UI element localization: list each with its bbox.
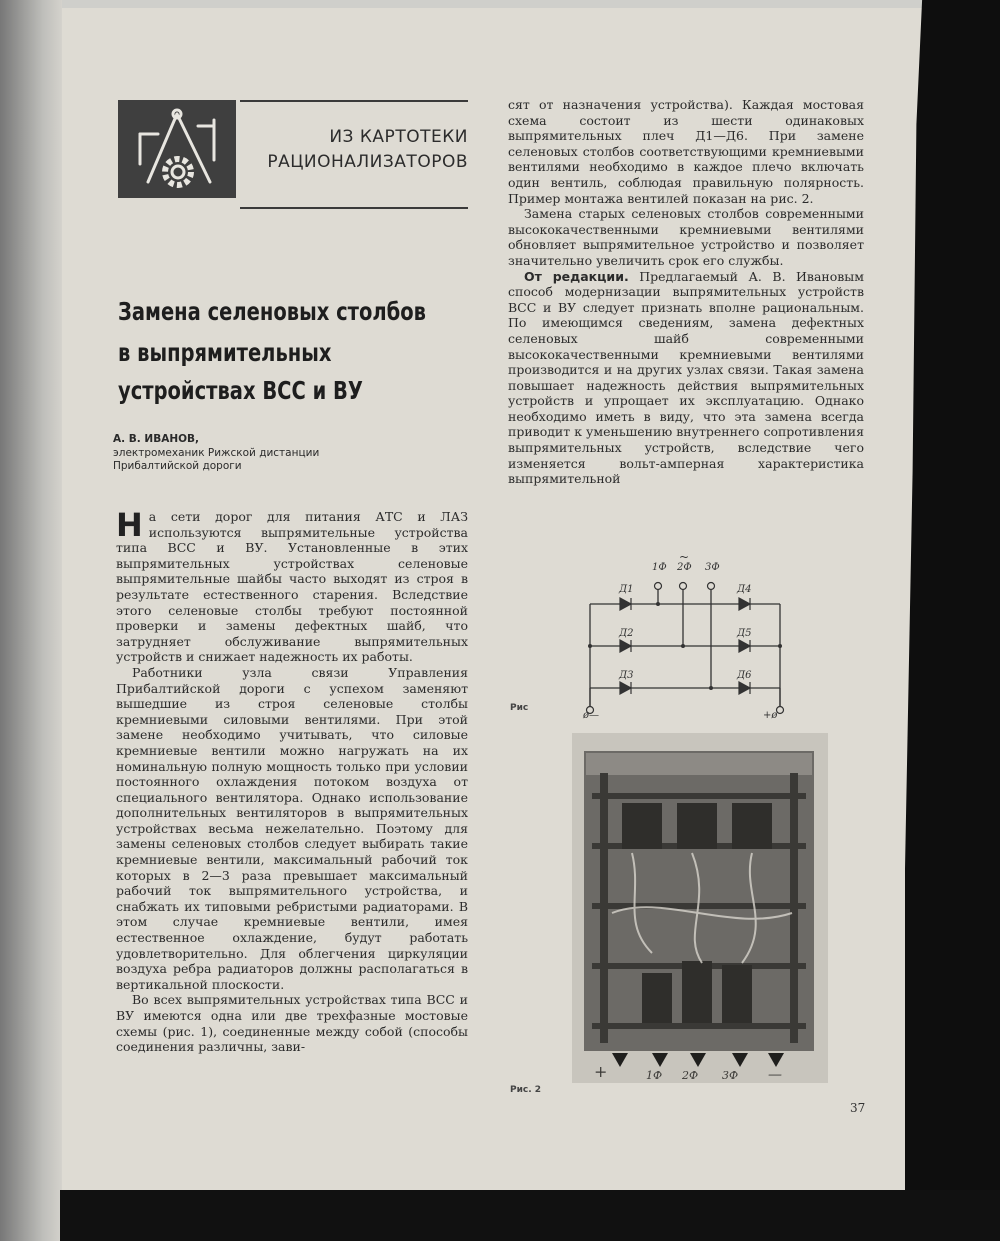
author-role-line2: Прибалтийской дороги [113, 460, 242, 472]
column-left [116, 506, 468, 1055]
rubric-logo [118, 100, 236, 198]
figure-1-schematic [575, 552, 800, 722]
scan-edge-left [0, 0, 62, 1241]
photo-terminal-minus: — [768, 1067, 782, 1083]
photo-terminal-plus: + [594, 1062, 608, 1081]
rubric-rule-bottom [240, 207, 468, 209]
paragraph: сят от назначения устройства). Каждая мостовая схема состоит из шести одинаковых выпрямительных плеч Д1—Д6. При замене селеновых столбов соответствующими кремниевыми вентилями необходимо в каждое плечо включать один вентиль, соблюдая правильную полярность. Пример монтажа вентилей показан на рис. 2. [508, 97, 864, 206]
paragraph: Во всех выпрямительных устройствах типа ВСС и ВУ имеются одна или две трехфазные мостовые схемы (рис. 1), соединенные между собой (способы соединения различны, зави- [116, 992, 468, 1055]
photo-terminal-3: 3Ф [722, 1069, 739, 1082]
figure-1-caption: Рис [510, 703, 529, 713]
editor-note-label: От редакции. [524, 268, 629, 284]
author-role-line1: электромеханик Рижской дистанции [113, 447, 320, 459]
paragraph: Замена старых селеновых столбов современными высококачественными кремниевыми вентилями обновляет выпрямительное устройство и позволяет значительно увеличить срок его службы. [508, 206, 864, 268]
terminal-minus: ø— [583, 710, 600, 721]
rubric-title-line2: РАЦИОНАЛИЗАТОРОВ [267, 152, 468, 172]
photo-terminal-1: 1Ф [646, 1069, 663, 1082]
rubric-rule-top [240, 100, 468, 102]
photo-terminal-2: 2Ф [682, 1069, 699, 1082]
phase-label-1: 1Ф [652, 562, 667, 573]
article-title-line3: устройствах ВСС и ВУ [118, 376, 363, 405]
scan-edge-right [905, 0, 1000, 1241]
phase-label-3: 3Ф [705, 562, 720, 573]
paragraph [508, 269, 864, 487]
terminal-plus: +ø [763, 710, 778, 721]
scan-edge-bottom [60, 1190, 1000, 1241]
rubric-title-line1: ИЗ КАРТОТЕКИ [329, 127, 468, 147]
page-number: 37 [850, 1101, 866, 1115]
paragraph: Работники узла связи Управления Прибалтийской дороги с успехом заменяют вышедшие из строя селеновые столбы кремниевыми силовыми вентилями. При этой замене необходимо учитывать, что силовые кремниевые вентили можно нагружать на их номинальную полную мощность только при условии постоянного охлаждения потоком воздуха от специального вентилятора. Однако использование дополнительных вентиляторов в выпрямительных устройствах весьма нежелательно. Поэтому для замены селеновых столбов следует выбирать такие кремниевые вентили, максимальный рабочий ток которых в 2—3 раза превышает максимальный рабочий ток выпрямительного устройства, и снабжать их типовыми ребристыми радиаторами. В этом случае кремниевые вентили, имея естественное охлаждение, будут работать удовлетворительно. Для облегчения циркуляции воздуха ребра радиаторов должны располагаться в вертикальной плоскости. [116, 664, 468, 992]
figure-2-photo [572, 733, 828, 1083]
paragraph [116, 506, 468, 665]
rectifier-assembly-illustration [572, 733, 828, 1083]
paragraph-text: Предлагаемый А. В. Ивановым способ модернизации выпрямительных устройств ВСС и ВУ следует признать вполне рациональным. По имеющимся сведениям, замена дефектных селеновых шайб современными высококачественными кремниевыми вентилями производится и на других узлах связи. Такая замена повышает надежность действия выпрямительных устройств и упрощает их эксплуатацию. Однако необходимо иметь в виду, что эта замена всегда приводит к уменьшению внутреннего сопротивления выпрямительных устройств, вследствие чего изменяется вольт-амперная характеристика выпрямительной [508, 268, 864, 487]
dropcap-letter: Н [116, 506, 143, 544]
paragraph-text: а сети дорог для питания АТС и ЛАЗ используются выпрямительные устройства типа ВСС и ВУ. Установленные в этих выпрямительных устройствах селеновые выпрямительные шайбы часто выходят из строя в результате естественного старения. Вследствие этого селеновые столбы требуют постоянной проверки и замены дефектных шайб, что затрудняет обслуживание выпрямительных устройств и снижает надежность их работы. [116, 509, 468, 665]
ac-symbol: ~ [679, 552, 690, 564]
article-title-line2: в выпрямительных [118, 338, 332, 367]
column-right [508, 97, 864, 487]
diode-label-d3: Д3 [619, 670, 634, 681]
article-title-line1: Замена селеновых столбов [118, 297, 427, 326]
phase-label-2: 2Ф [677, 562, 692, 573]
diode-label-d5: Д5 [737, 628, 752, 639]
author-name: А. В. ИВАНОВ, [113, 433, 200, 445]
diode-label-d6: Д6 [737, 670, 752, 681]
diode-label-d2: Д2 [619, 628, 634, 639]
diode-label-d1: Д1 [619, 584, 634, 595]
diode-label-d4: Д4 [737, 584, 752, 595]
figure-2-caption: Рис. 2 [510, 1085, 542, 1095]
compass-gear-icon [118, 100, 236, 198]
